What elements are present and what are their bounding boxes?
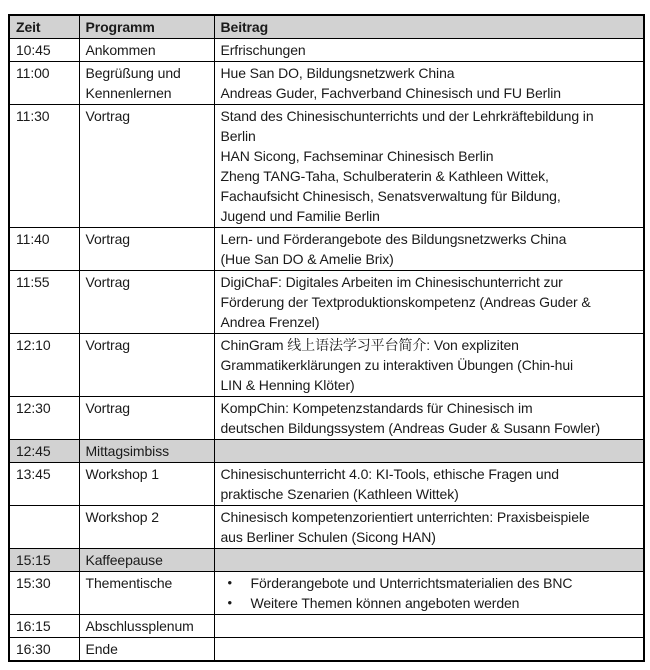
header-beitrag: Beitrag — [214, 15, 644, 39]
contribution-line: ChinGram 线上语法学习平台简介: Von expliziten — [220, 337, 519, 353]
program-cell — [79, 549, 214, 572]
contribution-line: Fachaufsicht Chinesisch, Senatsverwaltung für Bildung, — [220, 188, 561, 204]
bullet-icon: • — [227, 595, 232, 610]
program-line: Vortrag — [85, 108, 130, 124]
contribution-cell — [214, 39, 644, 62]
contribution-line: LIN & Henning Klöter) — [220, 377, 355, 393]
program-schedule-table — [8, 14, 645, 662]
program-cell — [79, 271, 214, 334]
time-cell: 16:15 — [9, 615, 79, 638]
bullet-text: Weitere Themen können angeboten werden — [250, 595, 520, 611]
program-line: Vortrag — [85, 400, 130, 416]
time-cell — [9, 506, 79, 549]
program-line: Ankommen — [85, 42, 156, 58]
contribution-cell — [214, 62, 644, 105]
bullet-list-item — [221, 573, 641, 593]
program-line: Workshop 1 — [85, 466, 159, 482]
program-cell — [79, 62, 214, 105]
contribution-line: Grammatikerklärungen zu interaktiven Übungen (Chin-hui — [220, 357, 574, 373]
schedule-row — [9, 397, 644, 440]
contribution-cell — [214, 638, 644, 662]
contribution-line: Chinesisch kompetenzorientiert unterrichten: Praxisbeispiele — [220, 509, 590, 525]
contribution-cell — [214, 549, 644, 572]
schedule-row — [9, 271, 644, 334]
schedule-row — [9, 638, 644, 662]
contribution-cell — [214, 615, 644, 638]
contribution-cell — [214, 572, 644, 615]
contribution-line: DigiChaF: Digitales Arbeiten im Chinesischunterricht zur — [220, 274, 563, 290]
bullet-icon: • — [227, 575, 232, 590]
program-line: Thementische — [85, 575, 173, 591]
time-cell: 12:45 — [9, 440, 79, 463]
schedule-row — [9, 615, 644, 638]
contribution-cell — [214, 271, 644, 334]
program-cell — [79, 397, 214, 440]
schedule-row — [9, 334, 644, 397]
time-cell: 12:30 — [9, 397, 79, 440]
program-cell — [79, 506, 214, 549]
program-line: Vortrag — [85, 274, 130, 290]
contribution-cell — [214, 506, 644, 549]
contribution-line: KompChin: Kompetenzstandards für Chinesisch im — [220, 400, 533, 416]
contribution-cell — [214, 463, 644, 506]
contribution-cell — [214, 105, 644, 228]
program-line: Workshop 2 — [85, 509, 159, 525]
time-cell: 15:30 — [9, 572, 79, 615]
program-line: Begrüßung und — [85, 65, 181, 81]
program-cell — [79, 463, 214, 506]
schedule-row — [9, 39, 644, 62]
contribution-line: Lern- und Förderangebote des Bildungsnetzwerks China — [220, 231, 567, 247]
contribution-cell — [214, 228, 644, 271]
header-zeit: Zeit — [9, 15, 79, 39]
bullet-text: Förderangebote und Unterrichtsmaterialien des BNC — [250, 575, 573, 591]
time-cell: 11:40 — [9, 228, 79, 271]
program-cell — [79, 39, 214, 62]
contribution-line: Jugend und Familie Berlin — [220, 208, 380, 224]
program-cell — [79, 638, 214, 662]
contribution-line: Chinesischunterricht 4.0: KI-Tools, ethische Fragen und — [220, 466, 559, 482]
program-cell — [79, 105, 214, 228]
contribution-line: Hue San DO, Bildungsnetzwerk China — [220, 65, 455, 81]
header-programm: Programm — [79, 15, 214, 39]
contribution-line: Erfrischungen — [220, 42, 306, 58]
program-line: Abschlussplenum — [85, 618, 194, 634]
contribution-line: Förderung der Textproduktionskompetenz (Andreas Guder & — [220, 294, 591, 310]
program-line: Kaffeepause — [85, 552, 163, 568]
program-cell — [79, 615, 214, 638]
time-cell: 11:00 — [9, 62, 79, 105]
bullet-list-item — [221, 593, 641, 613]
time-cell: 10:45 — [9, 39, 79, 62]
time-cell: 13:45 — [9, 463, 79, 506]
time-cell: 12:10 — [9, 334, 79, 397]
header-row — [9, 15, 644, 39]
contribution-cell — [214, 397, 644, 440]
program-cell — [79, 228, 214, 271]
schedule-row — [9, 228, 644, 271]
program-line: Mittagsimbiss — [85, 443, 169, 459]
contribution-line: Andrea Frenzel) — [220, 314, 320, 330]
time-cell: 15:15 — [9, 549, 79, 572]
schedule-row — [9, 62, 644, 105]
time-cell: 11:55 — [9, 271, 79, 334]
contribution-line: Stand des Chinesischunterrichts und der Lehrkräftebildung in — [220, 108, 594, 124]
schedule-row — [9, 549, 644, 572]
schedule-row — [9, 572, 644, 615]
contribution-line: deutschen Bildungssystem (Andreas Guder & Susann Fowler) — [220, 420, 601, 436]
schedule-row — [9, 506, 644, 549]
schedule-row — [9, 440, 644, 463]
program-line: Vortrag — [85, 231, 130, 247]
contribution-cell — [214, 440, 644, 463]
contribution-line: Berlin — [220, 128, 256, 144]
contribution-line: Zheng TANG-Taha, Schulberaterin & Kathleen Wittek, — [220, 168, 549, 184]
schedule-row — [9, 463, 644, 506]
contribution-line: HAN Sicong, Fachseminar Chinesisch Berlin — [220, 148, 494, 164]
time-cell: 11:30 — [9, 105, 79, 228]
contribution-line: (Hue San DO & Amelie Brix) — [220, 251, 394, 267]
contribution-line: aus Berliner Schulen (Sicong HAN) — [220, 529, 436, 545]
program-cell — [79, 572, 214, 615]
time-cell: 16:30 — [9, 638, 79, 662]
contribution-cell — [214, 334, 644, 397]
contribution-line: Andreas Guder, Fachverband Chinesisch und FU Berlin — [220, 85, 561, 101]
program-cell — [79, 440, 214, 463]
program-cell — [79, 334, 214, 397]
program-line: Ende — [85, 641, 118, 657]
program-line: Vortrag — [85, 337, 130, 353]
program-line: Kennenlernen — [85, 85, 172, 101]
schedule-row — [9, 105, 644, 228]
contribution-line: praktische Szenarien (Kathleen Wittek) — [220, 486, 459, 502]
